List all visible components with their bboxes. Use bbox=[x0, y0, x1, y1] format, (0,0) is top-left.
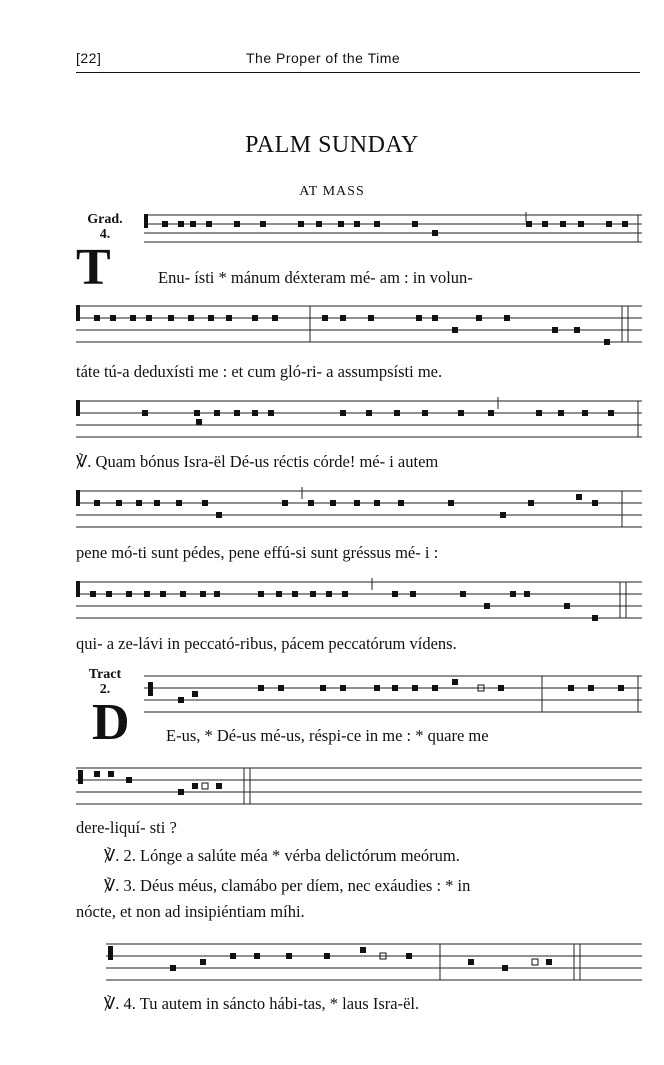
page-subtitle: AT MASS bbox=[299, 184, 365, 199]
running-title: The Proper of the Time bbox=[246, 50, 401, 66]
gradual-mode: 4. bbox=[99, 227, 111, 242]
tract-verse-3-cont: nócte, et non ad insipiéntiam míhi. bbox=[76, 902, 305, 921]
chant-staff bbox=[76, 300, 642, 348]
chant-staff bbox=[144, 212, 642, 246]
chant-staff bbox=[76, 395, 642, 443]
tract-label: Tract bbox=[88, 667, 122, 682]
header-rule bbox=[76, 72, 640, 73]
tract-verse-3: ℣. 3. Déus méus, clamábo per díem, nec exáudies : * in bbox=[104, 876, 471, 895]
page-title: PALM SUNDAY bbox=[245, 132, 419, 158]
tract-lyric-2: dere-liquí- sti ? bbox=[76, 818, 177, 837]
page-number: [22] bbox=[76, 50, 102, 66]
tract-verse-4: ℣. 4. Tu autem in sáncto hábi-tas, * laus Isra-ël. bbox=[104, 994, 420, 1013]
chant-staff bbox=[76, 576, 642, 624]
chant-staff bbox=[76, 762, 642, 810]
tract-mode: 2. bbox=[99, 682, 111, 697]
tract-initial: D bbox=[92, 694, 130, 751]
tract-lyric-1: E-us, * Dé-us mé-us, réspi-ce in me : * quare me bbox=[166, 726, 489, 745]
gradual-lyric-4: pene mó-ti sunt pédes, pene effú-si sunt gréssus mé- i : bbox=[76, 543, 439, 562]
tract-verse-2: ℣. 2. Lónge a salúte méa * vérba delictórum meórum. bbox=[104, 846, 460, 865]
chant-staff bbox=[76, 485, 642, 533]
gradual-lyric-3: ℣. Quam bónus Isra-ël Dé-us réctis córde! mé- i autem bbox=[76, 452, 439, 471]
gradual-lyric-1: Enu- ísti * mánum déxteram mé- am : in volun- bbox=[158, 268, 473, 287]
gradual-lyric-2: táte tú-a deduxísti me : et cum gló-ri- a assumpsísti me. bbox=[76, 362, 443, 381]
gradual-lyric-5: qui- a ze-lávi in peccató-ribus, pácem peccatórum vídens. bbox=[76, 634, 457, 653]
gradual-initial: T bbox=[76, 239, 111, 296]
chant-staff bbox=[106, 938, 642, 986]
chant-staff bbox=[144, 670, 642, 718]
gradual-label: Grad. bbox=[87, 212, 123, 227]
